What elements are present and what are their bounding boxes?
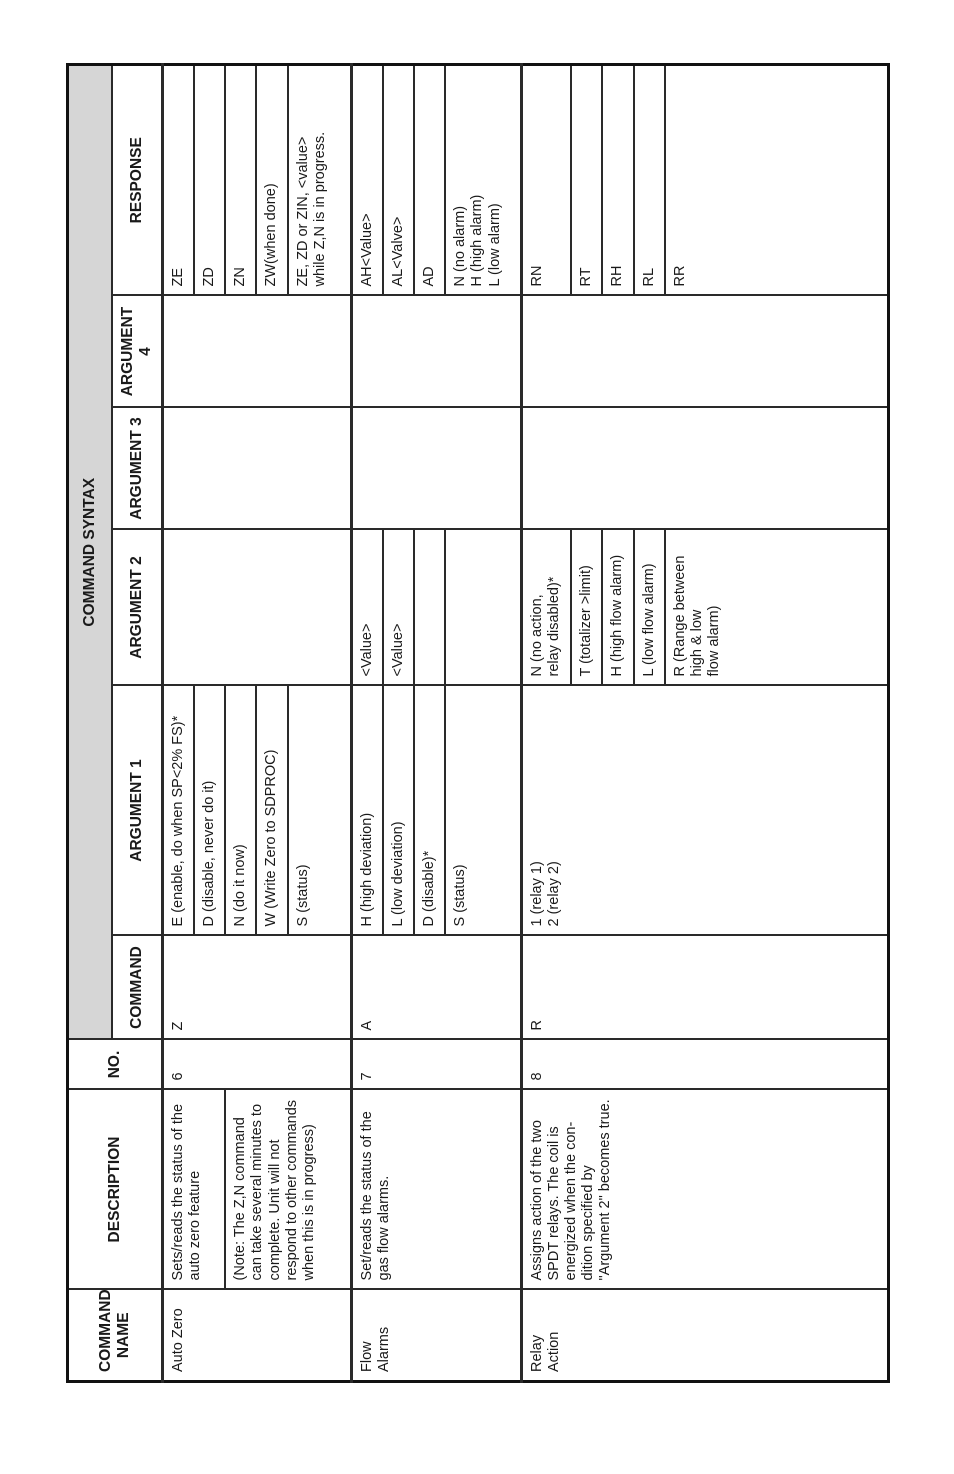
argument-1-cell: N (do it now) <box>225 686 256 936</box>
response-cell: ZD <box>194 64 225 295</box>
argument-3-cell <box>352 408 522 530</box>
command-name-cell: Auto Zero <box>163 1290 352 1382</box>
response-cell: AL<Valve> <box>383 64 414 295</box>
argument-2-cell: <Value> <box>352 530 384 686</box>
header-response: RESPONSE <box>112 64 163 295</box>
response-cell: RH <box>602 64 633 295</box>
argument-1-cell: W (Write Zero to SDPROC) <box>256 686 287 936</box>
response-cell: AD <box>414 64 445 295</box>
argument-4-cell <box>352 296 522 408</box>
number-cell: 6 <box>163 1040 352 1090</box>
response-cell: RL <box>634 64 665 295</box>
header-no: NO. <box>68 1040 163 1090</box>
header-command-name: COMMAND NAME <box>68 1290 163 1382</box>
table-row <box>225 64 256 1381</box>
number-cell: 7 <box>352 1040 522 1090</box>
response-cell: ZN <box>225 64 256 295</box>
argument-1-cell: L (low deviation) <box>383 686 414 936</box>
argument-2-cell <box>445 530 521 686</box>
header-argument-3: ARGUMENT 3 <box>112 408 163 530</box>
table-row <box>521 64 571 1381</box>
response-cell: ZW(when done) <box>256 64 287 295</box>
rotated-table-wrapper <box>66 66 890 1383</box>
argument-4-cell <box>521 296 888 408</box>
command-cell: R <box>521 936 888 1040</box>
argument-1-cell: D (disable, never do it) <box>194 686 225 936</box>
command-name-cell: Relay Action <box>521 1290 888 1382</box>
header-command: COMMAND <box>112 936 163 1040</box>
header-command-syntax: COMMAND SYNTAX <box>68 64 112 1039</box>
argument-2-cell: R (Range between high & low flow alarm) <box>665 530 889 686</box>
argument-3-cell <box>521 408 888 530</box>
header-description: DESCRIPTION <box>68 1090 163 1290</box>
argument-3-cell <box>163 408 352 530</box>
command-cell: Z <box>163 936 352 1040</box>
argument-2-cell: L (low flow alarm) <box>634 530 665 686</box>
response-cell: RT <box>571 64 602 295</box>
response-cell: ZE, ZD or ZIN, <value> while Z,N is in progress. <box>288 64 352 295</box>
response-cell: N (no alarm) H (high alarm) L (low alarm) <box>445 64 521 295</box>
command-name-cell: Flow Alarms <box>352 1290 522 1382</box>
argument-1-cell: S (status) <box>288 686 352 936</box>
argument-1-cell: S (status) <box>445 686 521 936</box>
argument-2-cell <box>414 530 445 686</box>
response-cell: AH<Value> <box>352 64 384 295</box>
header-argument-2: ARGUMENT 2 <box>112 530 163 686</box>
number-cell: 8 <box>521 1040 888 1090</box>
response-cell: RN <box>521 64 571 295</box>
argument-1-cell: D (disable)* <box>414 686 445 936</box>
description-cell: Assigns action of the two SPDT relays. The coil is energized when the con-dition specified by "Argument 2" becomes true. <box>521 1090 888 1290</box>
table-row <box>163 64 195 1381</box>
header-argument-4: ARGUMENT 4 <box>112 296 163 408</box>
argument-4-cell <box>163 296 352 408</box>
description-cell: Sets/reads the status of the auto zero feature <box>163 1090 226 1290</box>
command-cell: A <box>352 936 522 1040</box>
argument-2-cell: T (totalizer >limit) <box>571 530 602 686</box>
description-cell: Set/reads the status of the gas flow alarms. <box>352 1090 522 1290</box>
argument-2-cell: H (high flow alarm) <box>602 530 633 686</box>
argument-1-cell: H (high deviation) <box>352 686 384 936</box>
argument-1-cell: E (enable, do when SP<2% FS)* <box>163 686 195 936</box>
argument-1-cell: 1 (relay 1) 2 (relay 2) <box>521 686 888 936</box>
argument-2-cell <box>163 530 352 686</box>
description-note-cell: (Note: The Z,N command can take several minutes to complete. Unit will not respond to other commands when this is in progress) <box>225 1090 351 1290</box>
table-row <box>352 64 384 1381</box>
command-table <box>66 63 890 1383</box>
response-cell: ZE <box>163 64 195 295</box>
argument-2-cell: N (no action, relay disabled)* <box>521 530 571 686</box>
header-argument-1: ARGUMENT 1 <box>112 686 163 936</box>
argument-2-cell: <Value> <box>383 530 414 686</box>
response-cell: RR <box>665 64 889 295</box>
